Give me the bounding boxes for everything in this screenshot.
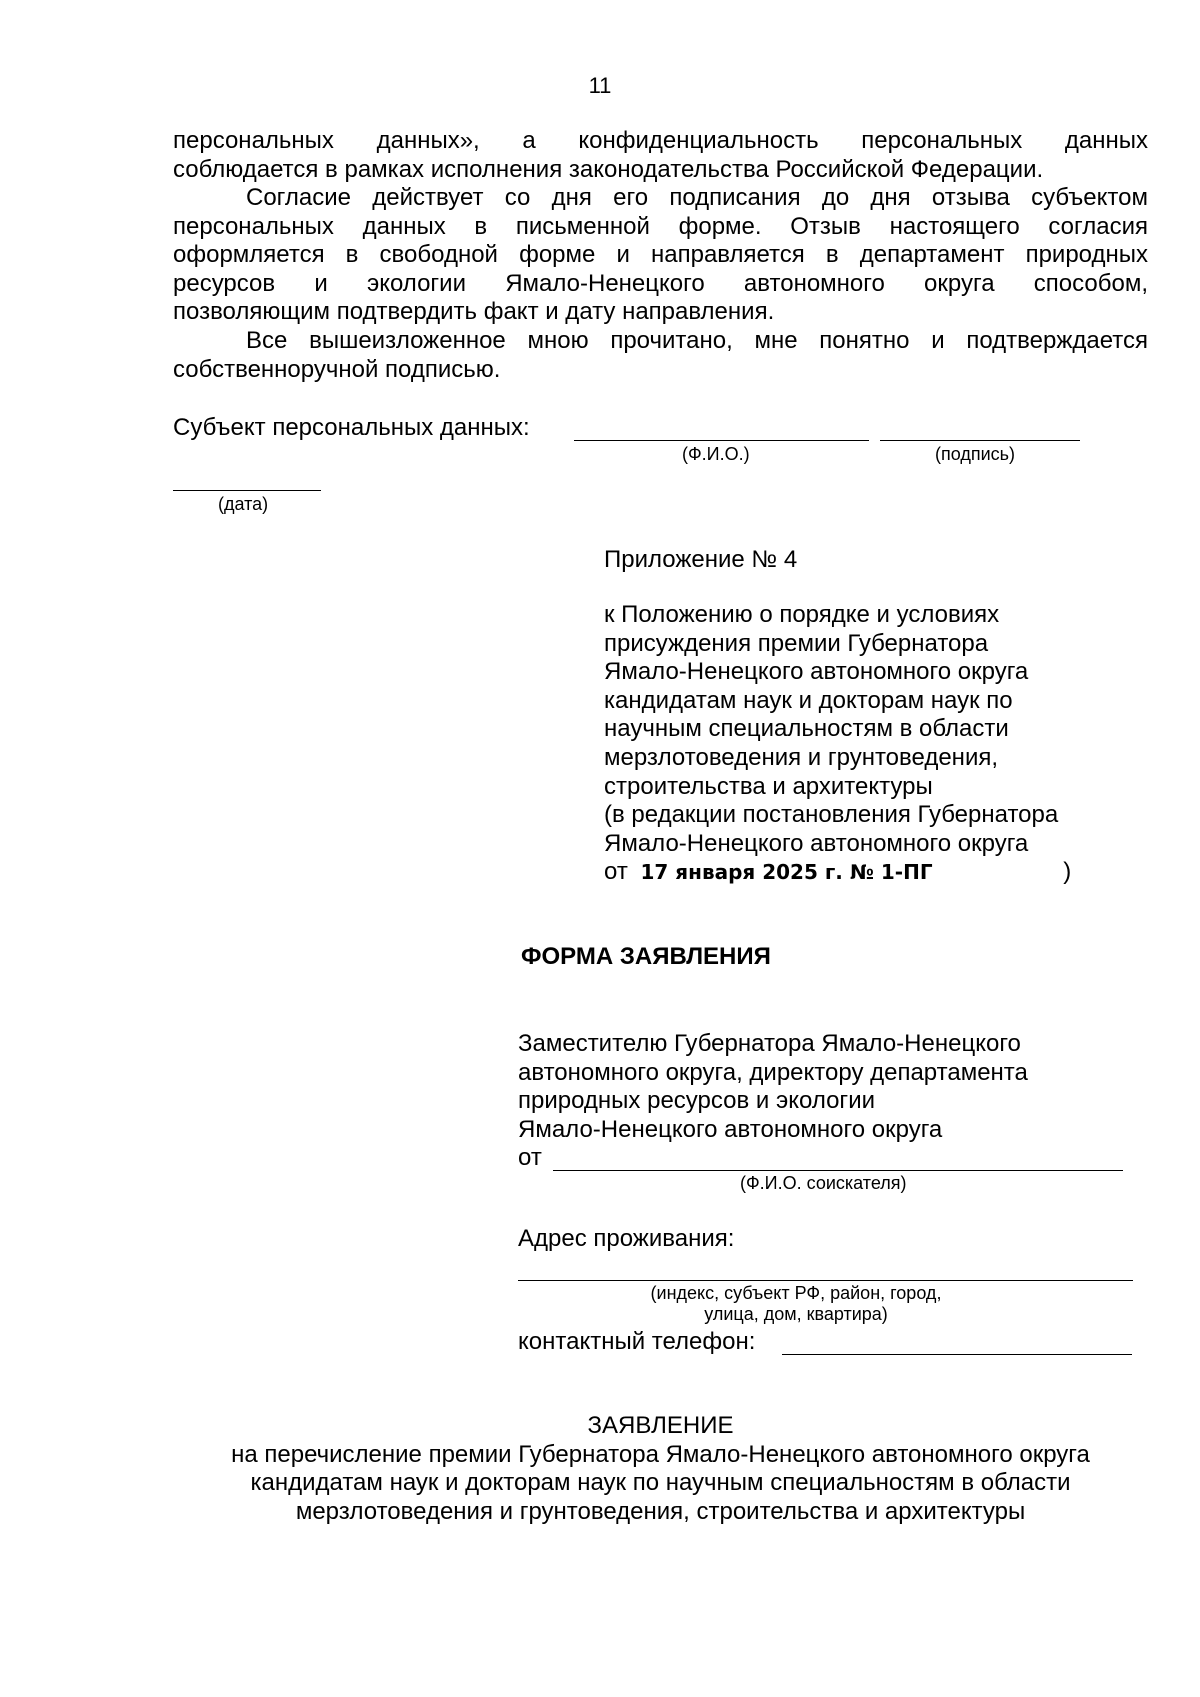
- consent-paragraph-1: [173, 127, 1148, 184]
- consent-paragraph-3: [173, 327, 1148, 384]
- text-line: на перечисление премии Губернатора Ямало-Ненецкого автономного округа: [231, 1440, 1090, 1468]
- address-line: [518, 1280, 1133, 1281]
- text-line: присуждения премии Губернатора: [604, 629, 989, 657]
- fio-signature-line: [574, 440, 869, 441]
- subject-label: Субъект персональных данных:: [173, 414, 530, 441]
- address-caption-line: улица, дом, квартира): [704, 1304, 888, 1324]
- phone-label: контактный телефон:: [518, 1328, 756, 1355]
- text-line: соблюдается в рамках исполнения законодательства Российской Федерации.: [173, 155, 1044, 183]
- text-line: Ямало-Ненецкого автономного округа: [604, 829, 1029, 857]
- address-caption: [596, 1283, 996, 1325]
- text-line: мерзлотоведения и грунтоведения, строительства и архитектуры: [295, 1497, 1026, 1525]
- phone-line: [782, 1354, 1132, 1355]
- applicant-name-line: [553, 1170, 1123, 1171]
- text-line: Все вышеизложенное мною прочитано, мне понятно и подтверждается: [246, 327, 1148, 354]
- text-line: природных ресурсов и экологии: [518, 1087, 875, 1115]
- addressee-block: [518, 1030, 1028, 1173]
- statement-block: [173, 1412, 1148, 1526]
- text-line: Ямало-Ненецкого автономного округа: [604, 658, 1029, 686]
- text-line: кандидатам наук и докторам наук по: [604, 686, 1013, 714]
- signature-line: [880, 440, 1080, 441]
- address-label: Адрес проживания:: [518, 1225, 735, 1252]
- text-line: ресурсов и экологии Ямало-Ненецкого автономного округа способом,: [173, 269, 1148, 297]
- fio-caption: (Ф.И.О.): [682, 444, 750, 464]
- text-line: позволяющим подтвердить факт и дату направления.: [173, 298, 775, 326]
- appendix-reference: [604, 601, 1071, 887]
- date-caption: (дата): [218, 494, 269, 514]
- appendix-date-line: [604, 858, 1071, 887]
- text-line: собственноручной подписью.: [173, 355, 501, 383]
- form-title: ФОРМА ЗАЯВЛЕНИЯ: [521, 943, 771, 970]
- date-suffix: ): [1063, 858, 1072, 886]
- appendix-title: Приложение № 4: [604, 546, 798, 573]
- text-line: к Положению о порядке и условиях: [604, 601, 1000, 628]
- text-line: оформляется в свободной форме и направляется в департамент природных: [173, 241, 1148, 269]
- text-line: строительства и архитектуры: [604, 772, 933, 800]
- date-line: [173, 490, 321, 491]
- consent-paragraph-2: [173, 184, 1148, 327]
- text-line: (в редакции постановления Губернатора: [604, 801, 1059, 829]
- applicant-fio-caption: (Ф.И.О. соискателя): [740, 1173, 907, 1193]
- text-line: научным специальностям в области: [604, 715, 1009, 743]
- from-label: от: [518, 1144, 542, 1172]
- text-line: персональных данных», а конфиденциальность персональных данных: [173, 127, 1148, 154]
- page-number: 11: [588, 73, 612, 98]
- date-prefix: от: [604, 858, 628, 886]
- text-line: Ямало-Ненецкого автономного округа: [518, 1115, 943, 1143]
- text-line: мерзлотоведения и грунтоведения,: [604, 743, 999, 771]
- text-line: Заместителю Губернатора Ямало-Ненецкого: [518, 1030, 1021, 1057]
- signature-caption: (подпись): [935, 444, 1016, 464]
- statement-title: ЗАЯВЛЕНИЕ: [587, 1412, 734, 1439]
- text-line: Согласие действует со дня его подписания до дня отзыва субъектом: [246, 184, 1148, 211]
- text-line: персональных данных в письменной форме. Отзыв настоящего согласия: [173, 212, 1148, 240]
- address-caption-line: (индекс, субъект РФ, район, город,: [650, 1283, 942, 1303]
- text-line: кандидатам наук и докторам наук по научным специальностям в области: [250, 1469, 1071, 1497]
- decree-date: 17 января 2025 г. № 1-ПГ: [640, 860, 933, 885]
- text-line: автономного округа, директору департамента: [518, 1058, 1028, 1086]
